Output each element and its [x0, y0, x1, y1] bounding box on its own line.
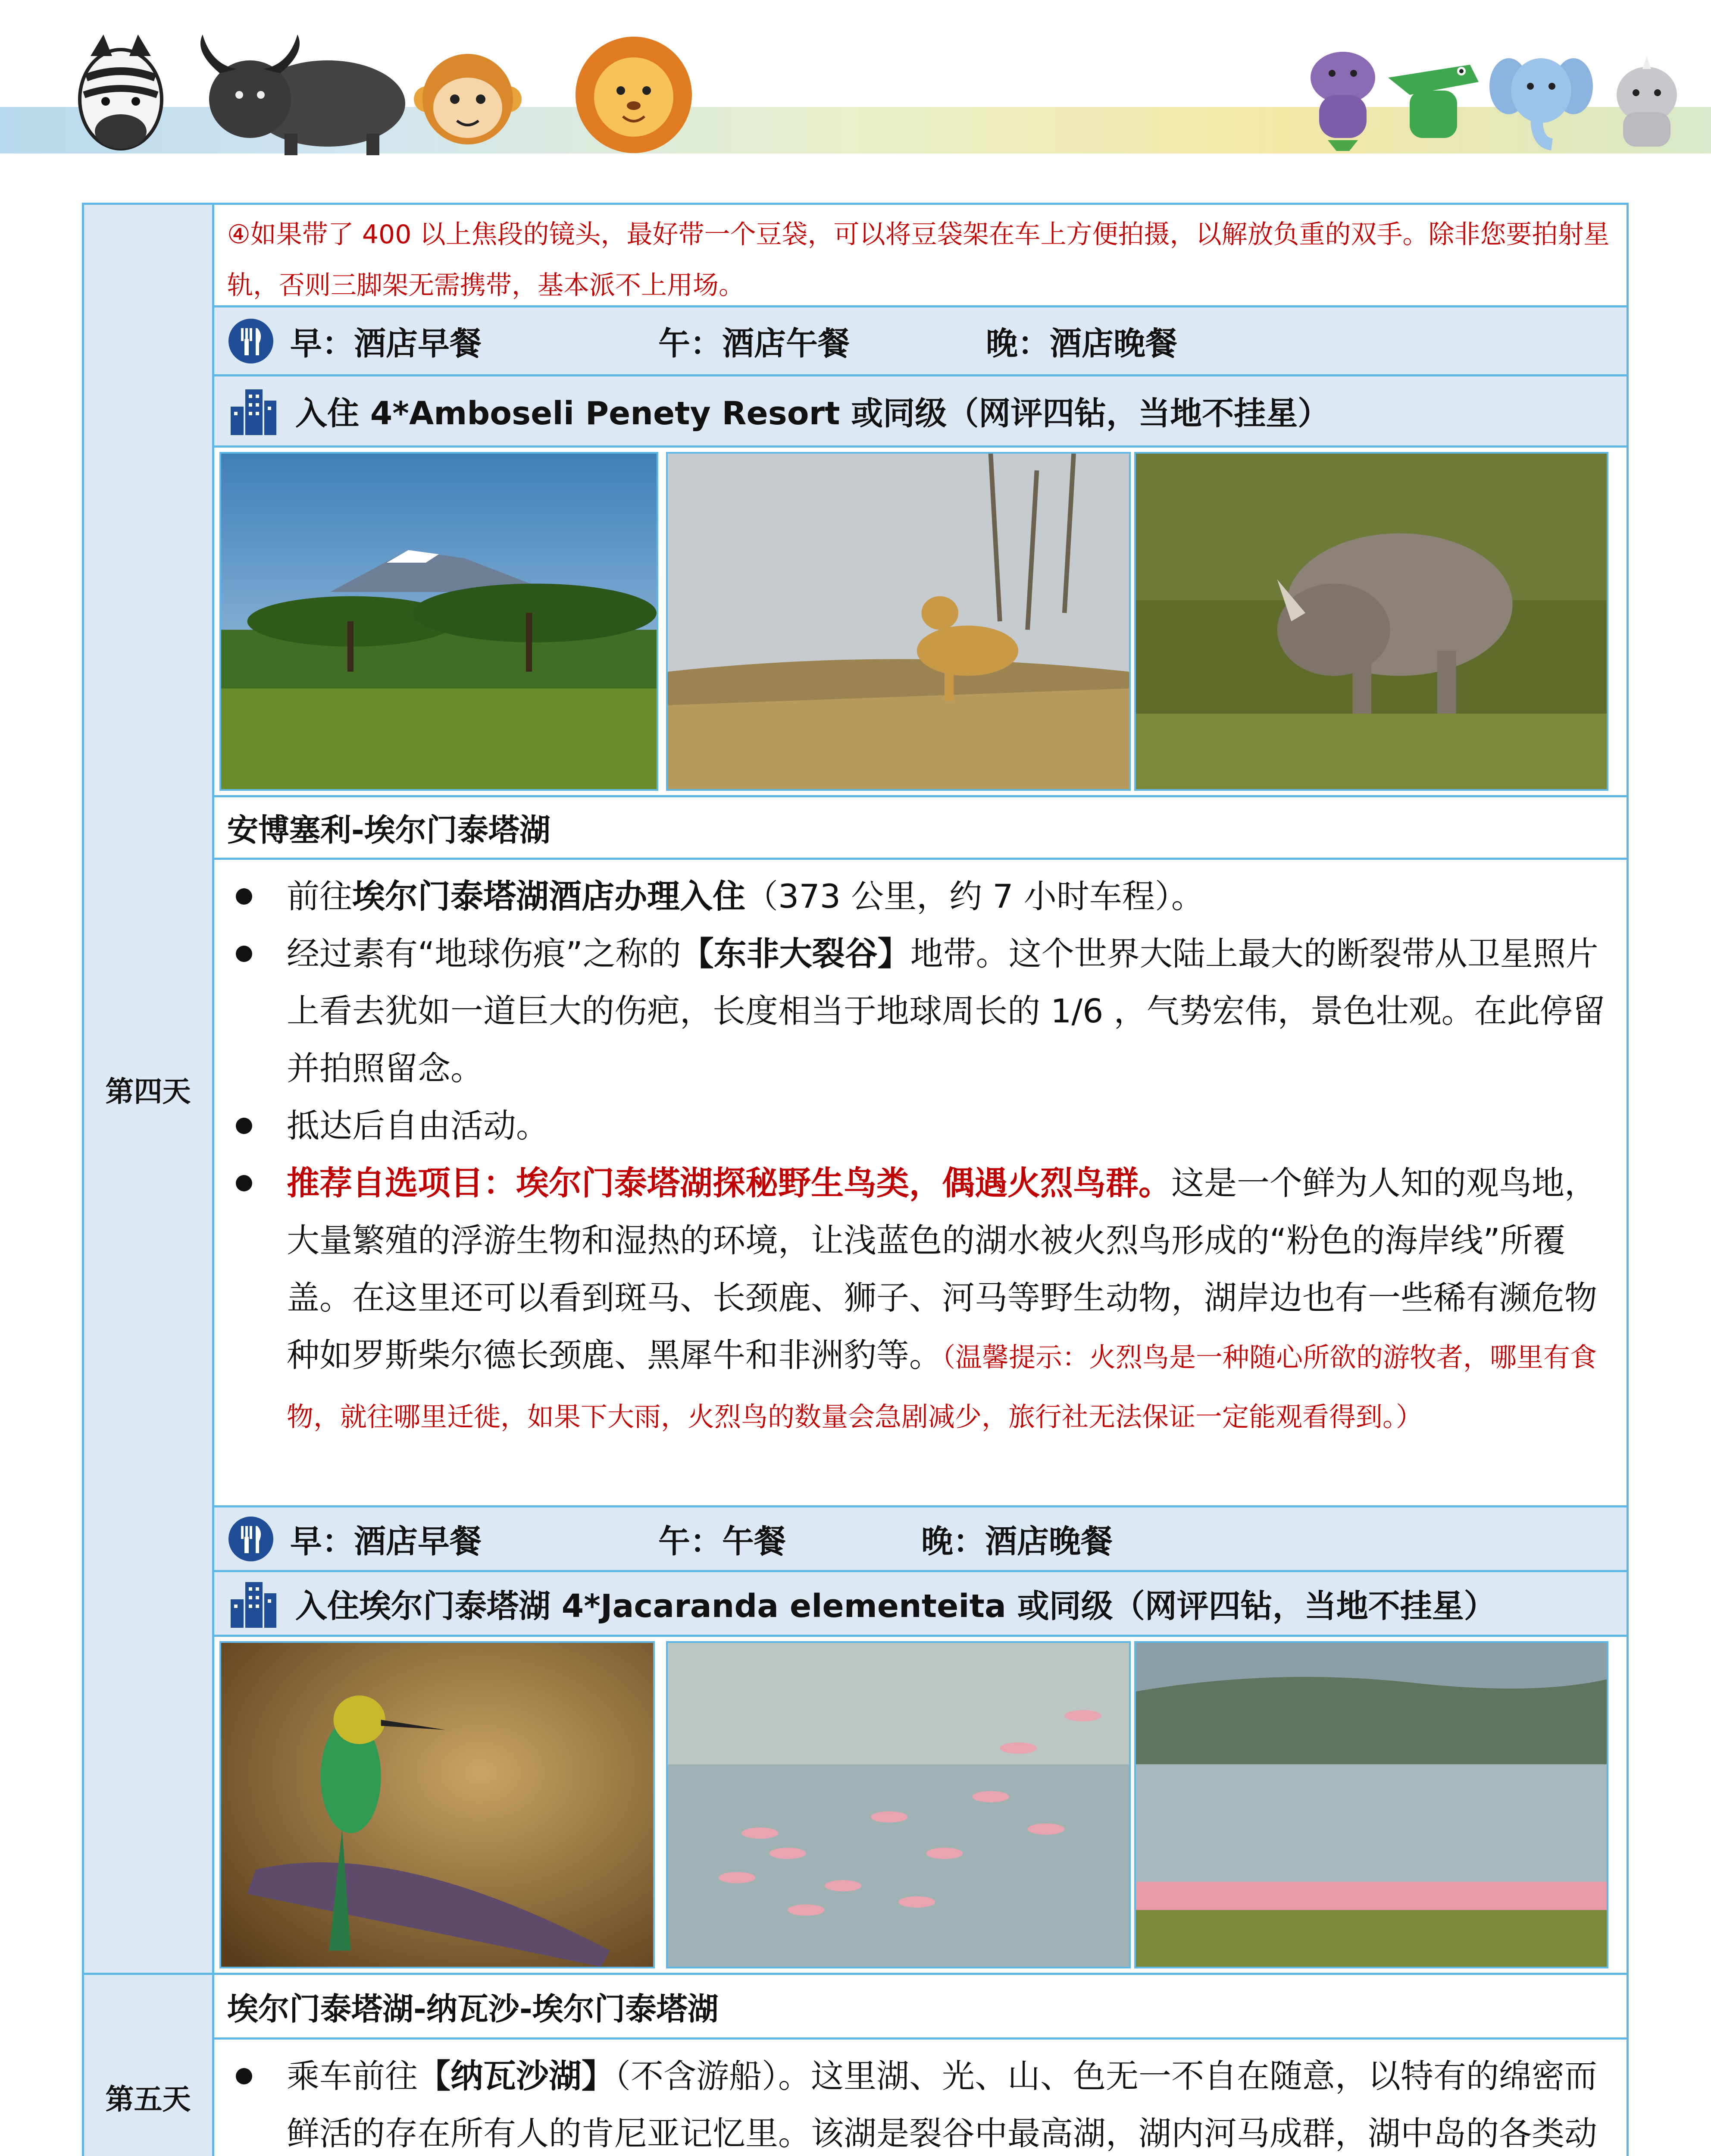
elephant-illustration: [1487, 47, 1595, 151]
route-title-day5: 埃尔门泰塔湖-纳瓦沙-埃尔门泰塔湖: [227, 1990, 719, 2027]
meals-row-2: [214, 1507, 1627, 1572]
rhino-photo: [1134, 452, 1608, 791]
dinner-text: 晚：酒店晚餐: [986, 325, 1177, 362]
header-decoration: [0, 0, 1711, 155]
breakfast-text: 早：酒店早餐: [290, 1523, 482, 1560]
photo-row-1: [214, 448, 1627, 797]
lion-illustration: [569, 34, 698, 155]
day-label-day5: 第五天: [84, 1975, 214, 2156]
meals-row-1: [214, 307, 1627, 376]
list-item: 抵达后自由活动。: [229, 1097, 1612, 1154]
zebra-illustration: [65, 30, 177, 155]
buildings-icon: [227, 1578, 279, 1630]
rhino-illustration: [1604, 56, 1690, 151]
list-item: 推荐自选项目：埃尔门泰塔湖探秘野生鸟类，偶遇火烈鸟群。这是一个鲜为人知的观鸟地，大量繁殖的浮游生物和湿热的环境，让浅蓝色的湖水被火烈鸟形成的“粉色的海岸线”所覆盖。在这里还可以看到斑马、长颈鹿、狮子、河马等野生动物，湖岸边也有一些稀有濒危物种如罗斯柴尔德长颈鹿、黑犀牛和非洲豹等。（温馨提示：火烈鸟是一种随心所欲的游牧者，哪里有食物，就往哪里迁徙，如果下大雨，火烈鸟的数量会急剧减少，旅行社无法保证一定能观看得到。）: [229, 1154, 1612, 1445]
buildings-icon: [227, 385, 279, 437]
flying-flamingos-photo: [666, 1641, 1131, 1968]
hotel-row-2: [214, 1572, 1627, 1637]
bullets-day4: [214, 860, 1627, 1507]
day-label-day4: 第四天: [84, 205, 214, 1975]
hotel-name-1: 入住 4*Amboseli Penety Resort 或同级（网评四钻，当地不挂星）: [295, 395, 1330, 432]
monkey-illustration: [414, 47, 522, 151]
hotel-name-2: 入住埃尔门泰塔湖 4*Jacaranda elementeita 或同级（网评四钻，当地不挂星）: [295, 1587, 1496, 1625]
lunch-text: 午：酒店午餐: [658, 325, 850, 362]
route-title-day4: 安博塞利-埃尔门泰塔湖: [227, 812, 551, 848]
fork-knife-icon: [227, 317, 275, 365]
bee-eater-bird-photo: [219, 1641, 655, 1968]
buffalo-illustration: [185, 26, 410, 155]
crocodile-illustration: [1384, 52, 1483, 151]
lunch-text: 午：午餐: [658, 1523, 786, 1560]
route-row-day5: [214, 1975, 1627, 2040]
breakfast-text: 早：酒店早餐: [290, 325, 482, 362]
list-item: 前往埃尔门泰塔湖酒店办理入住（373 公里，约 7 小时车程）。: [229, 868, 1612, 925]
list-item: 乘车前往【纳瓦沙湖】（不含游船）。这里湖、光、山、色无一不自在随意，以特有的绵密而鲜活的存在所有人的肯尼亚记忆里。该湖是裂谷中最高湖，湖内河马成群，湖中岛的各类动: [229, 2047, 1612, 2156]
itinerary-table: [82, 203, 1629, 2156]
photo-row-2: [214, 1637, 1627, 1975]
bullets-day5: [214, 2040, 1627, 2156]
kilimanjaro-acacia-photo: [219, 452, 658, 791]
hippo-illustration: [1302, 43, 1384, 151]
fork-knife-icon: [227, 1515, 275, 1563]
hotel-row-1: [214, 376, 1627, 448]
leopard-photo: [666, 452, 1131, 791]
flamingo-lake-photo: [1134, 1641, 1608, 1968]
photography-note: ④如果带了 400 以上焦段的镜头，最好带一个豆袋，可以将豆袋架在车上方便拍摄，以解放负重的双手。除非您要拍射星轨，否则三脚架无需携带，基本派不上用场。: [227, 219, 1610, 301]
list-item: 经过素有“地球伤痕”之称的【东非大裂谷】地带。这个世界大陆上最大的断裂带从卫星照片上看去犹如一道巨大的伤疤，长度相当于地球周长的 1/6 ，气势宏伟，景色壮观。在此停留并拍照留念。: [229, 925, 1612, 1097]
photography-note-row: [214, 205, 1627, 307]
route-row-day4: [214, 797, 1627, 860]
dinner-text: 晚：酒店晚餐: [921, 1523, 1113, 1560]
